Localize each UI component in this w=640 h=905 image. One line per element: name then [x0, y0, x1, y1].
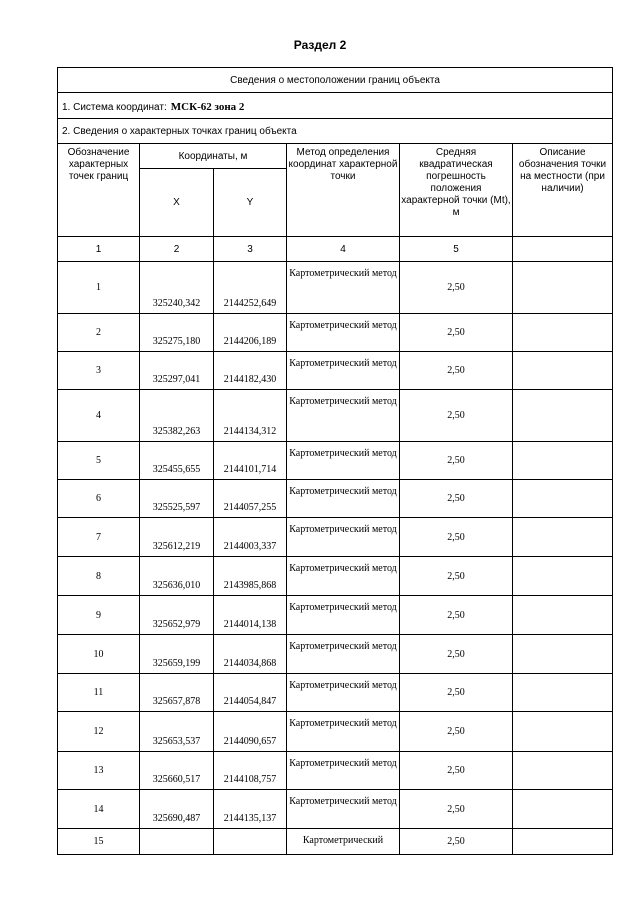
method: Картометрический метод — [287, 674, 400, 712]
error: 2,50 — [400, 829, 513, 855]
point-id: 1 — [58, 262, 140, 314]
point-id: 14 — [58, 790, 140, 829]
table-title: Сведения о местоположении границ объекта — [58, 68, 613, 93]
col-number: 4 — [287, 237, 400, 262]
table-row — [58, 790, 613, 829]
point-id: 10 — [58, 635, 140, 674]
col-header-method: Метод определения координат характерной точки — [287, 144, 400, 237]
point-id: 8 — [58, 557, 140, 596]
points-section-header: 2. Сведения о характерных точках границ объекта — [58, 119, 613, 144]
table-row — [58, 557, 613, 596]
error: 2,50 — [400, 390, 513, 442]
coord-y: 2143985,868 — [214, 557, 287, 596]
error: 2,50 — [400, 557, 513, 596]
table-row — [58, 752, 613, 790]
description — [513, 262, 613, 314]
col-number: 3 — [214, 237, 287, 262]
table-row — [58, 829, 613, 855]
coord-y: 2144014,138 — [214, 596, 287, 635]
coord-x: 325240,342 — [140, 262, 214, 314]
coord-y: 2144101,714 — [214, 442, 287, 480]
error: 2,50 — [400, 518, 513, 557]
point-id: 5 — [58, 442, 140, 480]
col-header-error: Средняя квадратическая погрешность положения характерной точки (Mt), м — [400, 144, 513, 237]
col-number-empty — [513, 237, 613, 262]
coord-x: 325297,041 — [140, 352, 214, 390]
coord-y: 2144090,657 — [214, 712, 287, 752]
section-title: Раздел 2 — [293, 38, 347, 52]
method: Картометрический метод — [287, 752, 400, 790]
coord-y: 2144252,649 — [214, 262, 287, 314]
table-row — [58, 442, 613, 480]
error: 2,50 — [400, 752, 513, 790]
coord-x: 325690,487 — [140, 790, 214, 829]
description — [513, 829, 613, 855]
description — [513, 596, 613, 635]
description — [513, 390, 613, 442]
coord-x: 325636,010 — [140, 557, 214, 596]
error: 2,50 — [400, 480, 513, 518]
table-row — [58, 314, 613, 352]
method: Картометрический метод — [287, 352, 400, 390]
coord-y: 2144108,757 — [214, 752, 287, 790]
point-id: 2 — [58, 314, 140, 352]
col-header-point: Обозначение характерных точек границ — [58, 144, 140, 237]
description — [513, 314, 613, 352]
coord-x: 325612,219 — [140, 518, 214, 557]
col-number: 5 — [400, 237, 513, 262]
method: Картометрический метод — [287, 480, 400, 518]
coord-y: 2144206,189 — [214, 314, 287, 352]
table-row — [58, 712, 613, 752]
table-row — [58, 518, 613, 557]
point-id: 9 — [58, 596, 140, 635]
description — [513, 674, 613, 712]
coord-y: 2144182,430 — [214, 352, 287, 390]
error: 2,50 — [400, 712, 513, 752]
point-id: 12 — [58, 712, 140, 752]
col-header-description: Описание обозначения точки на местности (при наличии) — [513, 144, 613, 237]
point-id: 13 — [58, 752, 140, 790]
coord-x: 325275,180 — [140, 314, 214, 352]
error: 2,50 — [400, 635, 513, 674]
method: Картометрический метод — [287, 262, 400, 314]
coord-y: 2144003,337 — [214, 518, 287, 557]
coord-x: 325652,979 — [140, 596, 214, 635]
method: Картометрический метод — [287, 390, 400, 442]
coord-system-row — [58, 93, 613, 119]
point-id: 6 — [58, 480, 140, 518]
method: Картометрический метод — [287, 596, 400, 635]
method: Картометрический метод — [287, 518, 400, 557]
method: Картометрический метод — [287, 314, 400, 352]
coord-system-value: МСК-62 зона 2 — [170, 100, 245, 113]
coord-y: 2144057,255 — [214, 480, 287, 518]
method: Картометрический метод — [287, 557, 400, 596]
error: 2,50 — [400, 674, 513, 712]
coord-x — [140, 829, 214, 855]
coord-y: 2144134,312 — [214, 390, 287, 442]
error: 2,50 — [400, 314, 513, 352]
method: Картометрический метод — [287, 635, 400, 674]
method: Картометрический метод — [287, 442, 400, 480]
coord-y: 2144034,868 — [214, 635, 287, 674]
coord-x: 325455,655 — [140, 442, 214, 480]
error: 2,50 — [400, 790, 513, 829]
table-row — [58, 352, 613, 390]
coord-x: 325382,263 — [140, 390, 214, 442]
coord-y: 2144054,847 — [214, 674, 287, 712]
error: 2,50 — [400, 442, 513, 480]
coord-x: 325653,537 — [140, 712, 214, 752]
table-row — [58, 390, 613, 442]
description — [513, 518, 613, 557]
table-row — [58, 480, 613, 518]
table-row — [58, 674, 613, 712]
coord-y — [214, 829, 287, 855]
col-number: 2 — [140, 237, 214, 262]
description — [513, 352, 613, 390]
point-id: 3 — [58, 352, 140, 390]
point-id: 11 — [58, 674, 140, 712]
table-row — [58, 635, 613, 674]
col-header-y: Y — [214, 169, 287, 237]
description — [513, 790, 613, 829]
coord-x: 325659,199 — [140, 635, 214, 674]
boundary-points-table — [57, 67, 613, 855]
col-header-x: X — [140, 169, 214, 237]
method: Картометрический — [287, 829, 400, 855]
coord-x: 325657,878 — [140, 674, 214, 712]
point-id: 4 — [58, 390, 140, 442]
col-number: 1 — [58, 237, 140, 262]
coord-x: 325525,597 — [140, 480, 214, 518]
point-id: 15 — [58, 829, 140, 855]
description — [513, 752, 613, 790]
point-id: 7 — [58, 518, 140, 557]
coord-x: 325660,517 — [140, 752, 214, 790]
table-row — [58, 596, 613, 635]
description — [513, 712, 613, 752]
table-row — [58, 262, 613, 314]
description — [513, 480, 613, 518]
description — [513, 557, 613, 596]
error: 2,50 — [400, 352, 513, 390]
error: 2,50 — [400, 596, 513, 635]
coord-y: 2144135,137 — [214, 790, 287, 829]
method: Картометрический метод — [287, 712, 400, 752]
method: Картометрический метод — [287, 790, 400, 829]
description — [513, 442, 613, 480]
col-header-coords: Координаты, м — [140, 144, 287, 169]
coord-system-label: 1. Система координат: — [62, 101, 167, 113]
description — [513, 635, 613, 674]
error: 2,50 — [400, 262, 513, 314]
